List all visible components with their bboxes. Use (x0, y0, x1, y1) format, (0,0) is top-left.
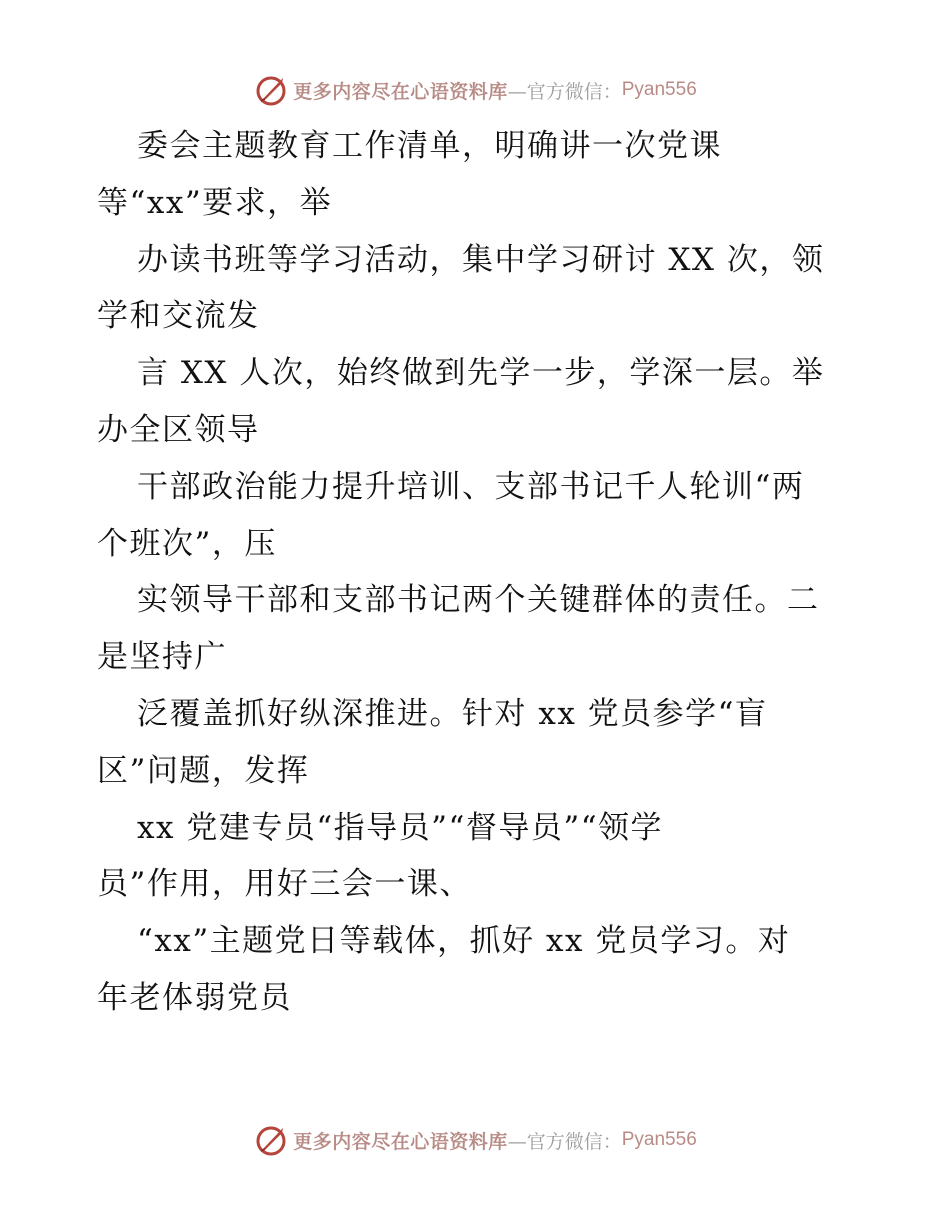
body-line: 是坚持广 (97, 639, 227, 676)
body-line: “xx”主题党日等载体，抓好 xx 党员学习。对 (137, 923, 791, 960)
watermark-text: 更多内容尽在心语资料库 (293, 80, 508, 103)
watermark-separator: —官方微信： (507, 1130, 622, 1153)
body-line: 办全区领导 (97, 411, 260, 448)
watermark-text: 更多内容尽在心语资料库 (293, 1130, 508, 1153)
body-line: 区”问题，发挥 (97, 752, 310, 789)
watermark-account: Pyan556 (621, 1129, 697, 1150)
watermark-account: Pyan556 (621, 79, 697, 100)
quill-pen-logo-icon (253, 72, 289, 108)
body-line: 言 XX 人次，始终做到先学一步，学深一层。举 (137, 355, 825, 392)
body-line: 学和交流发 (97, 298, 260, 335)
body-line: 办读书班等学习活动，集中学习研讨 XX 次，领 (137, 241, 825, 278)
body-line: 委会主题教育工作清单，明确讲一次党课 (137, 128, 722, 164)
footer-watermark (0, 1118, 950, 1162)
body-line: 实领导干部和支部书记两个关键群体的责任。二 (137, 582, 820, 619)
quill-pen-logo-icon (253, 1122, 289, 1158)
body-line: 个班次”，压 (97, 525, 277, 562)
body-line: xx 党建专员“指导员”“督导员”“领学 (137, 809, 664, 846)
document-body (97, 118, 857, 1027)
body-line: 等“xx”要求，举 (97, 184, 333, 221)
body-line: 员”作用，用好三会一课、 (97, 866, 472, 903)
body-line: 干部政治能力提升培训、支部书记千人轮训“两 (137, 468, 805, 505)
body-line: 泛覆盖抓好纵深推进。针对 xx 党员参学“盲 (137, 695, 768, 732)
header-watermark (0, 68, 950, 112)
body-line: 年老体弱党员 (97, 979, 292, 1016)
watermark-separator: —官方微信： (507, 80, 622, 103)
